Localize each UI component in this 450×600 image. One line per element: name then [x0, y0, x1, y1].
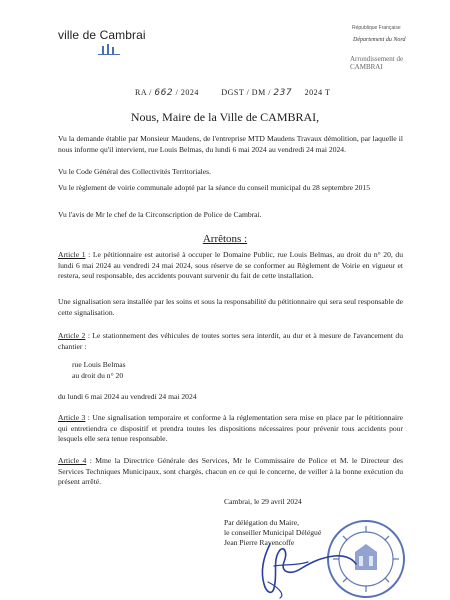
ra-number: 662 [154, 88, 174, 98]
article-3 [58, 413, 403, 445]
article-1-text: : Le pétitionnaire est autorisé à occuper le Domaine Public, rue Louis Belmas, au droit du n° 20, du lundi 6 mai 2024 au vendredi 24 mai 2024, sous réserve de se conformer au Règlement de Voirie en vigueur et restera, seul responsable, des accidents pouvant survenir du fait de cette installation. [58, 250, 403, 280]
article-2-number: au droit du n° 20 [72, 371, 124, 380]
arrondissement-label: Arrondissement de CAMBRAI [350, 55, 404, 71]
article-3-text: : Une signalisation temporaire et conforme à la réglementation sera mise en place par le pétitionnaire qui entretiendra ce dispositif et prendra toutes les dispositions nécessaires pour prévenir tous accidents pour lesquels elle sera tenue responsable. [58, 413, 403, 443]
article-1-extra: Une signalisation sera installée par les soins et sous la responsabilité du pétitionnaire qui sera seul responsable de cette signalisation. [58, 297, 403, 317]
dgst-label: DGST / DM / [221, 88, 271, 97]
article-2-text: : Le stationnement des véhicules de toutes sortes sera interdit, au dur et à mesure de l'avancement du chantier : [58, 331, 403, 351]
article-3-label: Article 3 [58, 413, 86, 422]
dm-number: 237 [273, 88, 293, 98]
dm-year: 2024 [304, 88, 323, 97]
department-label: Département du Nord [353, 37, 406, 43]
ra-label: RA / [135, 88, 152, 97]
page-title: Nous, Maire de la Ville de CAMBRAI, [130, 110, 320, 124]
considerant-4: Vu l'avis de Mr le chef de la Circonscription de Police de Cambrai. [58, 210, 262, 219]
article-2 [58, 331, 403, 352]
article-2-dates: du lundi 6 mai 2024 au vendredi 24 mai 2024 [58, 392, 197, 401]
logo-text: ville de Cambrai [58, 28, 146, 42]
republic-label: République Française [352, 25, 401, 31]
article-1-label: Article 1 [58, 250, 86, 259]
considerant-1: Vu la demande établie par Monsieur Maudens, de l'entreprise MTD Maudens Travaux démolition, par laquelle il nous informe qu'il intervient, rue Louis Belmas, du lundi 6 mai 2024 au vendredi 24 mai 2024. [58, 134, 403, 154]
signature-line-3: Jean Pierre Ravencoffe [224, 538, 295, 547]
signature-line-1: Par délégation du Maire, [224, 518, 300, 527]
considerant-2: Vu le Code Général des Collectivités Territoriales. [58, 167, 212, 176]
article-4-label: Article 4 [58, 456, 87, 465]
article-1 [58, 250, 403, 282]
article-2-street: rue Louis Belmas [72, 360, 126, 369]
handwritten-signature-icon [250, 536, 360, 600]
signature-line-2: le conseiller Municipal Délégué [224, 528, 322, 537]
place-date: Cambrai, le 29 avril 2024 [224, 497, 302, 506]
considerant-3: Vu le règlement de voirie communale adopté par la séance du conseil municipal du 28 septembre 2015 [58, 183, 371, 192]
article-2-label: Article 2 [58, 331, 86, 340]
arretons-heading: Arrêtons : [202, 233, 248, 245]
reference-line [135, 88, 435, 98]
article-4-text: : Mme la Directrice Générale des Services, Mr le Commissaire de Police et M. le Directeur des Services Techniques Municipaux, sont chargés, chacun en ce qui le concerne, de veiller à la bonne exécution du présent arrêté. [58, 456, 404, 486]
article-4 [58, 456, 403, 488]
ra-year: / 2024 [175, 88, 199, 97]
ref-suffix: T [324, 88, 331, 97]
logo-towers-icon [98, 43, 122, 55]
